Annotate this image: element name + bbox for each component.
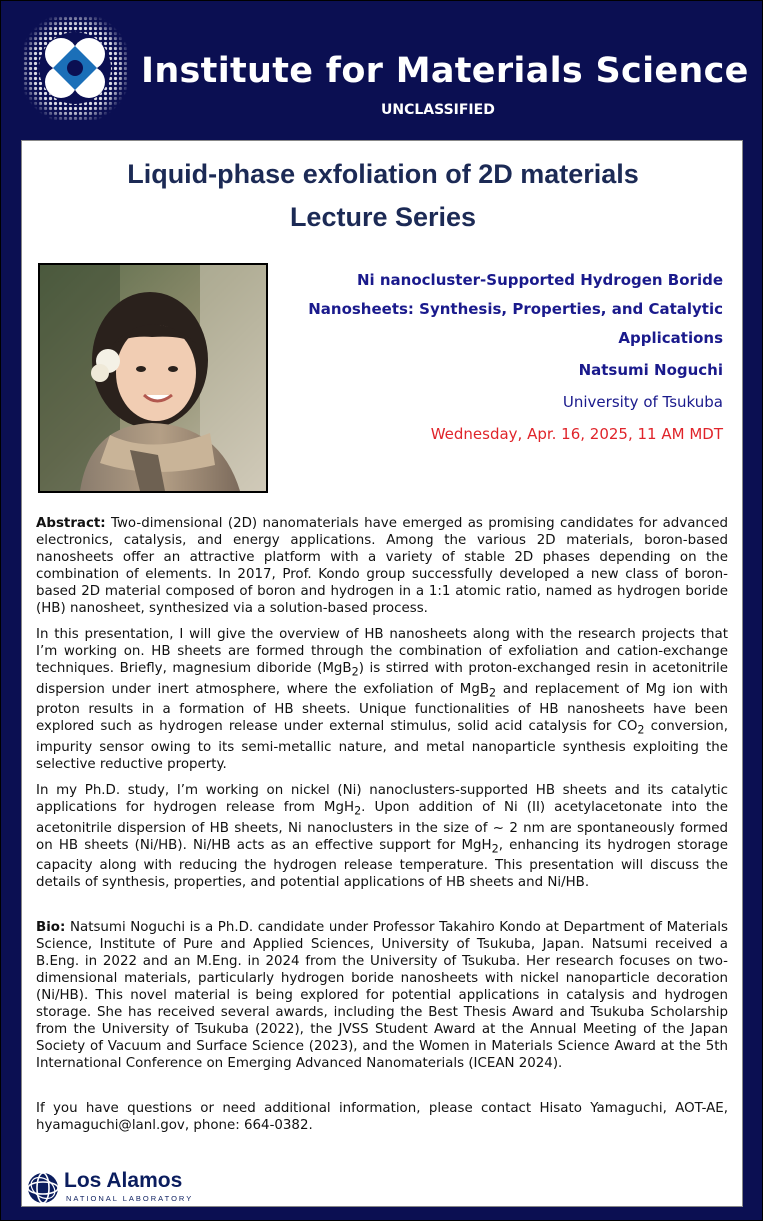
subscript: 2	[489, 686, 497, 700]
institute-logo	[23, 16, 127, 120]
classification-label: UNCLASSIFIED	[381, 102, 495, 118]
talk-title-line1: Ni nanocluster-Supported Hydrogen Boride	[356, 271, 723, 289]
abstract-text-2a: In this presentation, I will give the overview of HB nanosheets along with the research projects that I’m working on. HB sheets are formed through the combination of exfoliation and cation-exchange techniques. Briefly, magnesium diboride (MgB	[36, 627, 728, 676]
abstract-paragraph-1	[36, 515, 728, 617]
speaker-affiliation: University of Tsukuba	[562, 393, 723, 411]
lanl-globe-icon	[26, 1171, 60, 1205]
series-title-line2: Lecture Series	[289, 202, 477, 232]
talk-title-line3: Applications	[618, 329, 723, 347]
abstract-paragraph-3	[36, 782, 728, 891]
talk-info	[277, 266, 723, 443]
abstract-paragraph-2	[36, 626, 728, 773]
abstract-text-3a: In my Ph.D. study, I’m working on nickel (Ni) nanoclusters-supported HB sheets and its catalytic applications for hydrogen release from MgH	[36, 783, 728, 816]
institute-title: Institute for Materials Science	[141, 51, 749, 91]
subscript: 2	[491, 842, 499, 856]
content-panel	[21, 140, 743, 1207]
abstract-text-2c: and replacement of Mg ion with proton results in a formation of HB sheets. Unique functionalities of HB nanosheets have been explored such as hydrogen release under external stimulus, solid acid catalysis for CO	[36, 681, 728, 735]
series-title-line1: Liquid-phase exfoliation of 2D materials	[127, 159, 639, 189]
bio-text: Natsumi Noguchi is a Ph.D. candidate under Professor Takahiro Kondo at Department of Materials Science, Institute of Pure and Applied Sciences, University of Tsukuba, Japan. Natsumi received a B.Eng. in 2022 and an M.Eng. in 2024 from the University of Tsukuba. Her research focuses on two-dimensional materials, particularly hydrogen boride nanosheets with nickel nanoparticle decoration (Ni/HB). This novel material is being explored for potential applications in catalysis and hydrogen storage. She has received several awards, including the Best Thesis Award and Tsukuba Scholarship from the University of Tsukuba (2022), the JVSS Student Award at the Annual Meeting of the Japan Society of Vacuum and Surface Science (2023), and the Women in Materials Science Award at the 5th International Conference on Emerging Advanced Nanomaterials (ICEAN 2024).	[36, 920, 728, 1072]
abstract-label: Abstract:	[36, 516, 106, 531]
abstract-text-1: Two-dimensional (2D) nanomaterials have emerged as promising candidates for advanced electronics, catalysis, and energy applications. Among the various 2D materials, boron-based nanosheets offer an attractive platform with a variety of stable 2D phases depending on the combination of elements. In 2017, Prof. Kondo group successfully developed a new class of boron-based 2D material composed of boron and hydrogen in a 1:1 atomic ratio, named as hydrogen boride (HB) nanosheet, synthesized via a solution-based process.	[36, 516, 728, 616]
speaker-photo	[38, 263, 268, 493]
talk-title-line2: Nanosheets: Synthesis, Properties, and Catalytic	[308, 300, 723, 318]
lanl-logo	[26, 1169, 226, 1207]
talk-title	[277, 266, 723, 353]
abstract-text-2d: conversion, impurity sensor owing to its semi-metallic nature, and metal nanoparticle synthesis exploiting the selective reductive property.	[36, 719, 728, 773]
abstract-text-2b: ) is stirred with proton-exchanged resin in acetonitrile dispersion under inert atmosphere, where the exfoliation of MgB	[36, 661, 728, 697]
bio-paragraph	[36, 919, 728, 1072]
contact-paragraph: If you have questions or need additional information, please contact Hisato Yamaguchi, AOT-AE, hyamaguchi@lanl.gov, phone: 664-0382.	[36, 1101, 728, 1134]
body-text	[36, 515, 728, 1143]
institute-logo-icon	[23, 16, 127, 120]
abstract-text-3b: . Upon addition of Ni (II) acetylacetonate into the acetonitrile dispersion of HB sheets, Ni nanoclusters in the size of ~ 2 nm are spontaneously formed on HB sheets (Ni/HB). Ni/HB acts as an effective support for MgH	[36, 800, 728, 853]
abstract-text-3c: , enhancing its hydrogen storage capacity along with reducing the hydrogen release temperature. This presentation will discuss the details of synthesis, properties, and potential applications of HB sheets and Ni/HB.	[36, 837, 728, 891]
subscript: 2	[354, 804, 362, 818]
talk-datetime: Wednesday, Apr. 16, 2025, 11 AM MDT	[430, 425, 723, 443]
subscript: 2	[351, 665, 359, 679]
series-title	[22, 153, 744, 239]
lanl-subtitle: NATIONAL LABORATORY	[66, 1194, 194, 1203]
subscript: 2	[637, 724, 645, 738]
lanl-name: Los Alamos	[64, 1169, 183, 1192]
bio-label: Bio:	[36, 920, 66, 936]
speaker-name: Natsumi Noguchi	[578, 361, 723, 379]
